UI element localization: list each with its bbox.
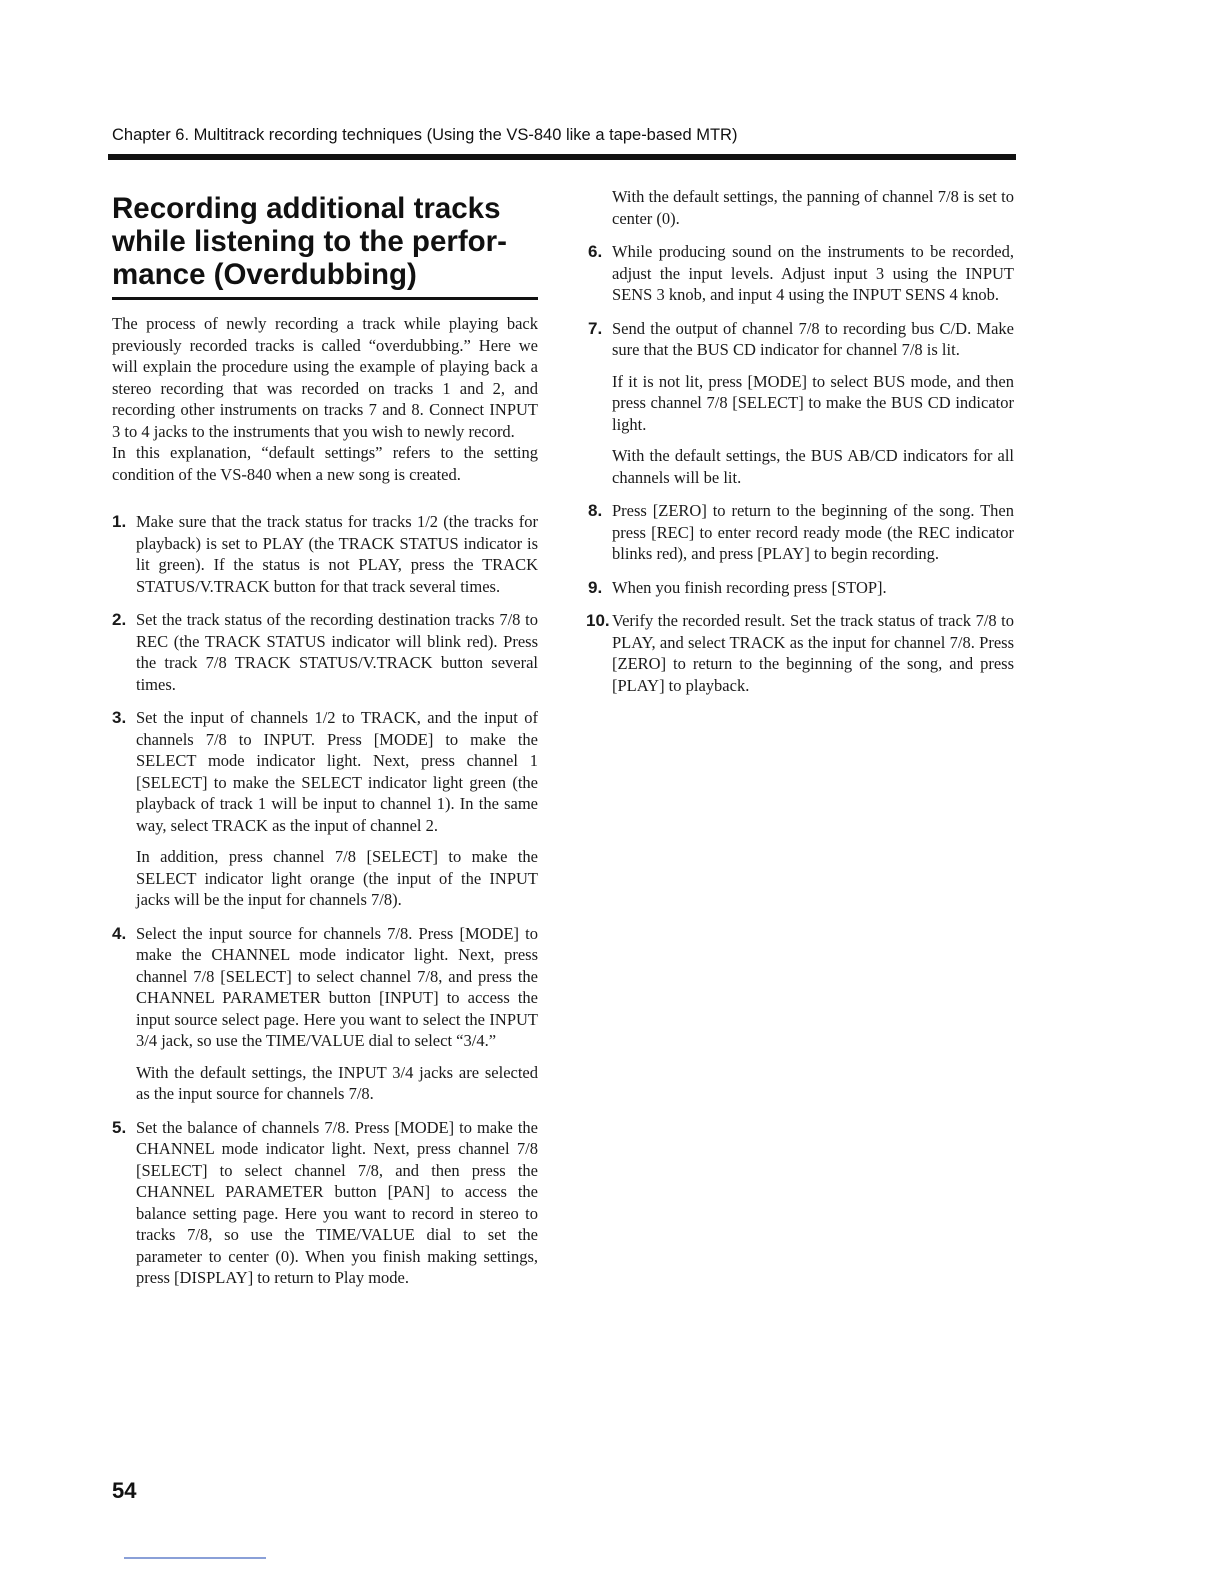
step-text: Set the input of channels 1/2 to TRACK, and the input of channels 7/8 to INPUT. Press [MODE] to make the SELECT mode indicator light. Next, press channel 1 [SELECT] to make the SELECT indicator light green (the playback of track 1 will be input to channel 1). In the same way, select TRACK as the input of channel 2. — [136, 708, 538, 835]
step-5-continuation — [588, 186, 1014, 229]
step-number: 7. — [588, 318, 603, 338]
step-note: With the default settings, the BUS AB/CD indicators for all channels will be lit. — [612, 446, 1014, 487]
left-column — [112, 186, 538, 1301]
header-rule — [108, 154, 1016, 160]
step-text: While producing sound on the instruments to be recorded, adjust the input levels. Adjust input 3 using the INPUT SENS 3 knob, and input 4 using the INPUT SENS 4 knob. — [612, 242, 1014, 304]
step-1 — [112, 511, 538, 597]
step-10 — [588, 610, 1014, 696]
step-4 — [112, 923, 538, 1105]
step-number: 6. — [588, 242, 603, 261]
step-7 — [588, 318, 1014, 489]
step-3 — [112, 707, 538, 911]
step-text: Make sure that the track status for tracks 1/2 (the tracks for playback) is set to PLAY (the TRACK STATUS indicator is lit green). If the status is not PLAY, press the TRACK STATUS/V.TRACK button for that track several times. — [136, 512, 538, 596]
step-text: Set the track status of the recording destination tracks 7/8 to REC (the TRACK STATUS indicator will blink red). Press the track 7/8 TRACK STATUS/V.TRACK button several times. — [136, 610, 538, 694]
step-number: 2. — [112, 610, 127, 629]
step-5 — [112, 1117, 538, 1289]
step-note: If it is not lit, press [MODE] to select BUS mode, and then press channel 7/8 [SELECT] to make the BUS CD indicator light. — [612, 371, 1014, 434]
step-number: 8. — [588, 501, 603, 520]
step-number: 10. — [586, 611, 610, 630]
step-text: Press [ZERO] to return to the beginning of the song. Then press [REC] to enter record ready mode (the REC indicator blinks red), and press [PLAY] to begin recording. — [612, 501, 1014, 563]
step-text: Select the input source for channels 7/8. Press [MODE] to make the CHANNEL mode indicator light. Next, press channel 7/8 [SELECT] to select channel 7/8, and press the CHANNEL PARAMETER button [INPUT] to access the input source select page. Here you want to select the INPUT 3/4 jack, so use the TIME/VALUE dial to select “3/4.” — [136, 923, 538, 1050]
section-title — [112, 192, 538, 297]
step-2 — [112, 609, 538, 695]
section-title-line: Recording additional tracks — [112, 192, 501, 225]
step-number: 3. — [112, 708, 127, 727]
step-text: Verify the recorded result. Set the track status of track 7/8 to PLAY, and select TRACK as the input for channel 7/8. Press [ZERO] to return to the beginning of the song, and press [PLAY] to playback. — [612, 611, 1014, 695]
step-6 — [588, 241, 1014, 306]
right-column — [588, 186, 1014, 708]
step-text: Set the balance of channels 7/8. Press [MODE] to make the CHANNEL mode indicator light. Next, press channel 7/8 [SELECT] to select channel 7/8, and then press the CHANNEL PARAMETER button [PAN] to access the balance setting page. Here you want to record in stereo to tracks 7/8, so use the TIME/VALUE dial to set the parameter to center (0). When you finish making settings, press [DISPLAY] to return to Play mode. — [136, 1117, 538, 1287]
section-title-line: mance (Overdubbing) — [112, 258, 417, 291]
section-title-line: while listening to the perfor- — [112, 225, 507, 258]
step-number: 5. — [112, 1117, 127, 1137]
footer-line — [124, 1557, 266, 1559]
step-8 — [588, 500, 1014, 565]
intro — [112, 313, 538, 485]
intro-paragraph: The process of newly recording a track while playing back previously recorded tracks is called “overdubbing.” Here we will explain the procedure using the example of playing back a stereo recording that was recorded on tracks 1 and 2, and recording other instruments on tracks 7 and 8. Connect INPUT 3 to 4 jacks to the instruments that you wish to newly record. — [112, 314, 538, 441]
step-9 — [588, 577, 1014, 599]
step-note: In addition, press channel 7/8 [SELECT] to make the SELECT indicator light orange (the input of the INPUT jacks will be the input for channels 7/8). — [136, 847, 538, 909]
page-number: 54 — [112, 1478, 137, 1503]
title-rule — [112, 297, 538, 300]
step-number: 4. — [112, 923, 127, 943]
chapter-header: Chapter 6. Multitrack recording techniques (Using the VS-840 like a tape-based MTR) — [112, 126, 738, 144]
step-number: 1. — [112, 512, 127, 531]
step-text: When you finish recording press [STOP]. — [612, 577, 887, 597]
step-number: 9. — [588, 577, 603, 597]
step-note: With the default settings, the panning of channel 7/8 is set to center (0). — [612, 187, 1014, 228]
step-text: Send the output of channel 7/8 to recording bus C/D. Make sure that the BUS CD indicator for channel 7/8 is lit. — [612, 318, 1014, 359]
step-note: With the default settings, the INPUT 3/4 jacks are selected as the input source for channels 7/8. — [136, 1062, 538, 1103]
intro-paragraph: In this explanation, “default settings” refers to the setting condition of the VS-840 when a new song is created. — [112, 443, 538, 484]
